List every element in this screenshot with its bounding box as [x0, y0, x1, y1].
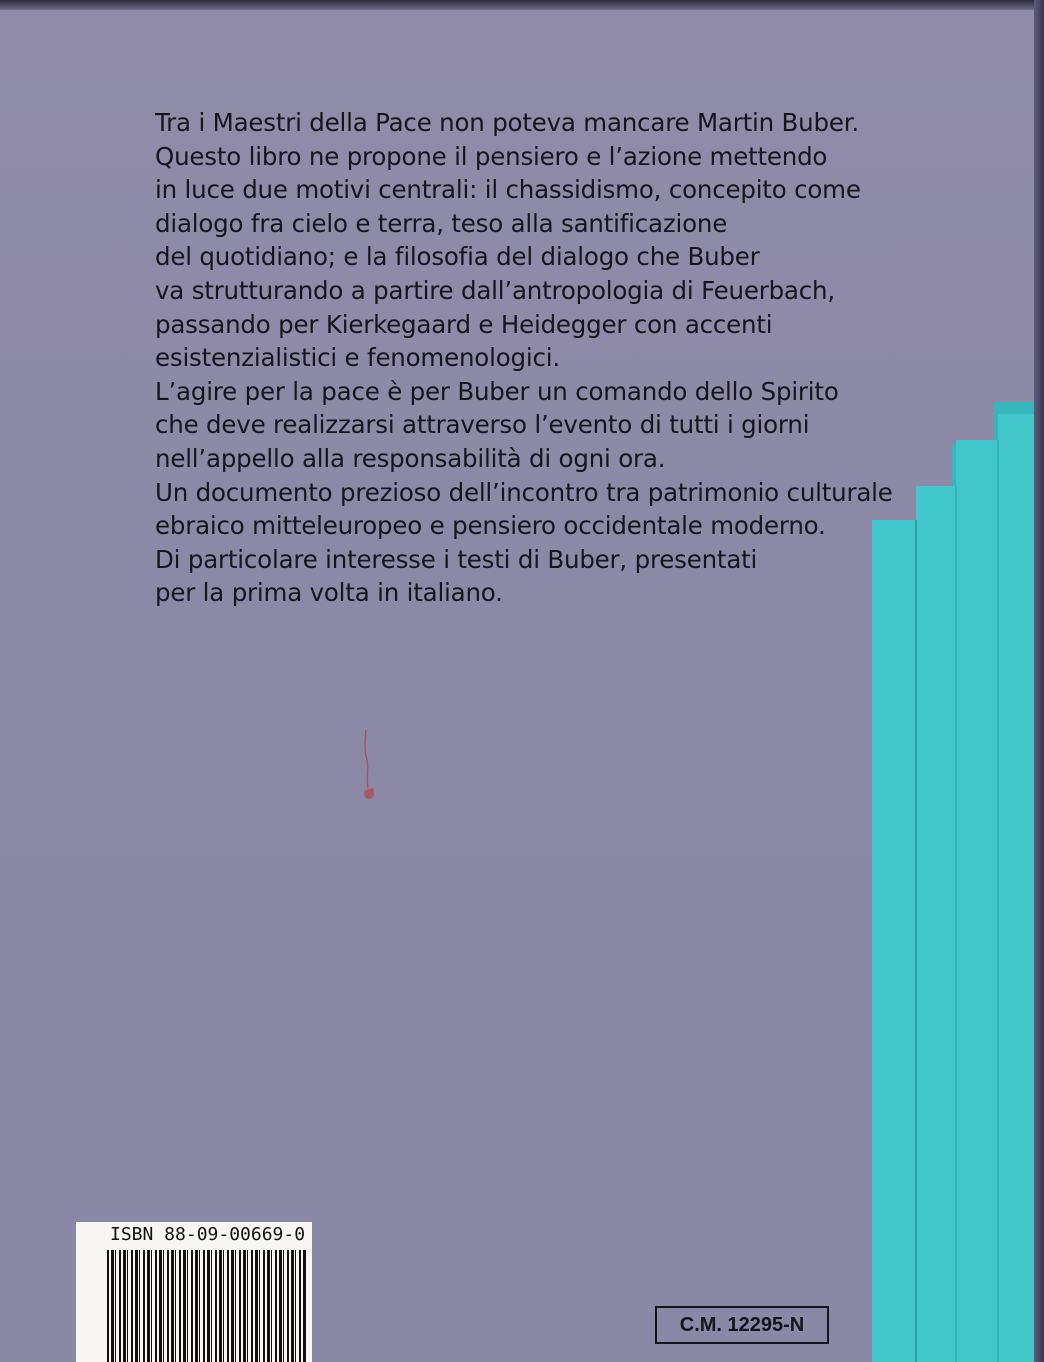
blurb-line: L’agire per la pace è per Buber un comando dello Spirito — [155, 376, 839, 406]
blurb-line: per la prima volta in italiano. — [155, 578, 503, 608]
blurb-line: Tra i Maestri della Pace non poteva mancare Martin Buber. — [155, 108, 859, 137]
blurb-line: esistenzialistici e fenomenologici. — [155, 343, 560, 373]
blurb-line: ebraico mitteleuropeo e pensiero occidentale moderno. — [155, 511, 826, 541]
blurb-line: Di particolare interesse i testi di Buber, presentati — [155, 544, 758, 574]
blurb-line: dialogo fra cielo e terra, teso alla santificazione — [155, 208, 728, 238]
cover-right-edge — [1034, 0, 1044, 1362]
blurb-line: nell’appello alla responsabilità di ogni ora. — [155, 443, 666, 473]
isbn-number: ISBN 88-09-00669-0 — [110, 1224, 306, 1245]
blurb-line: Questo libro ne propone il pensiero e l’azione mettendo — [155, 141, 828, 171]
blurb-line: che deve realizzarsi attraverso l’evento di tutti i giorni — [155, 410, 810, 440]
catalog-code: C.M. 12295-N — [679, 1313, 805, 1336]
blurb-line: va strutturando a partire dall’antropologia di Feuerbach, — [155, 275, 835, 305]
blurb-line: del quotidiano; e la filosofia del dialogo che Buber — [155, 242, 760, 272]
barcode-icon — [107, 1250, 307, 1362]
red-ink-stain — [358, 728, 380, 808]
blurb-line: passando per Kierkegaard e Heidegger con accenti — [155, 309, 773, 339]
catalog-code-box — [655, 1306, 829, 1344]
blurb-line: in luce due motivi centrali: il chassidismo, concepito come — [155, 175, 861, 205]
blurb — [155, 106, 915, 610]
blurb-line: Un documento prezioso dell’incontro tra patrimonio culturale — [155, 477, 893, 507]
